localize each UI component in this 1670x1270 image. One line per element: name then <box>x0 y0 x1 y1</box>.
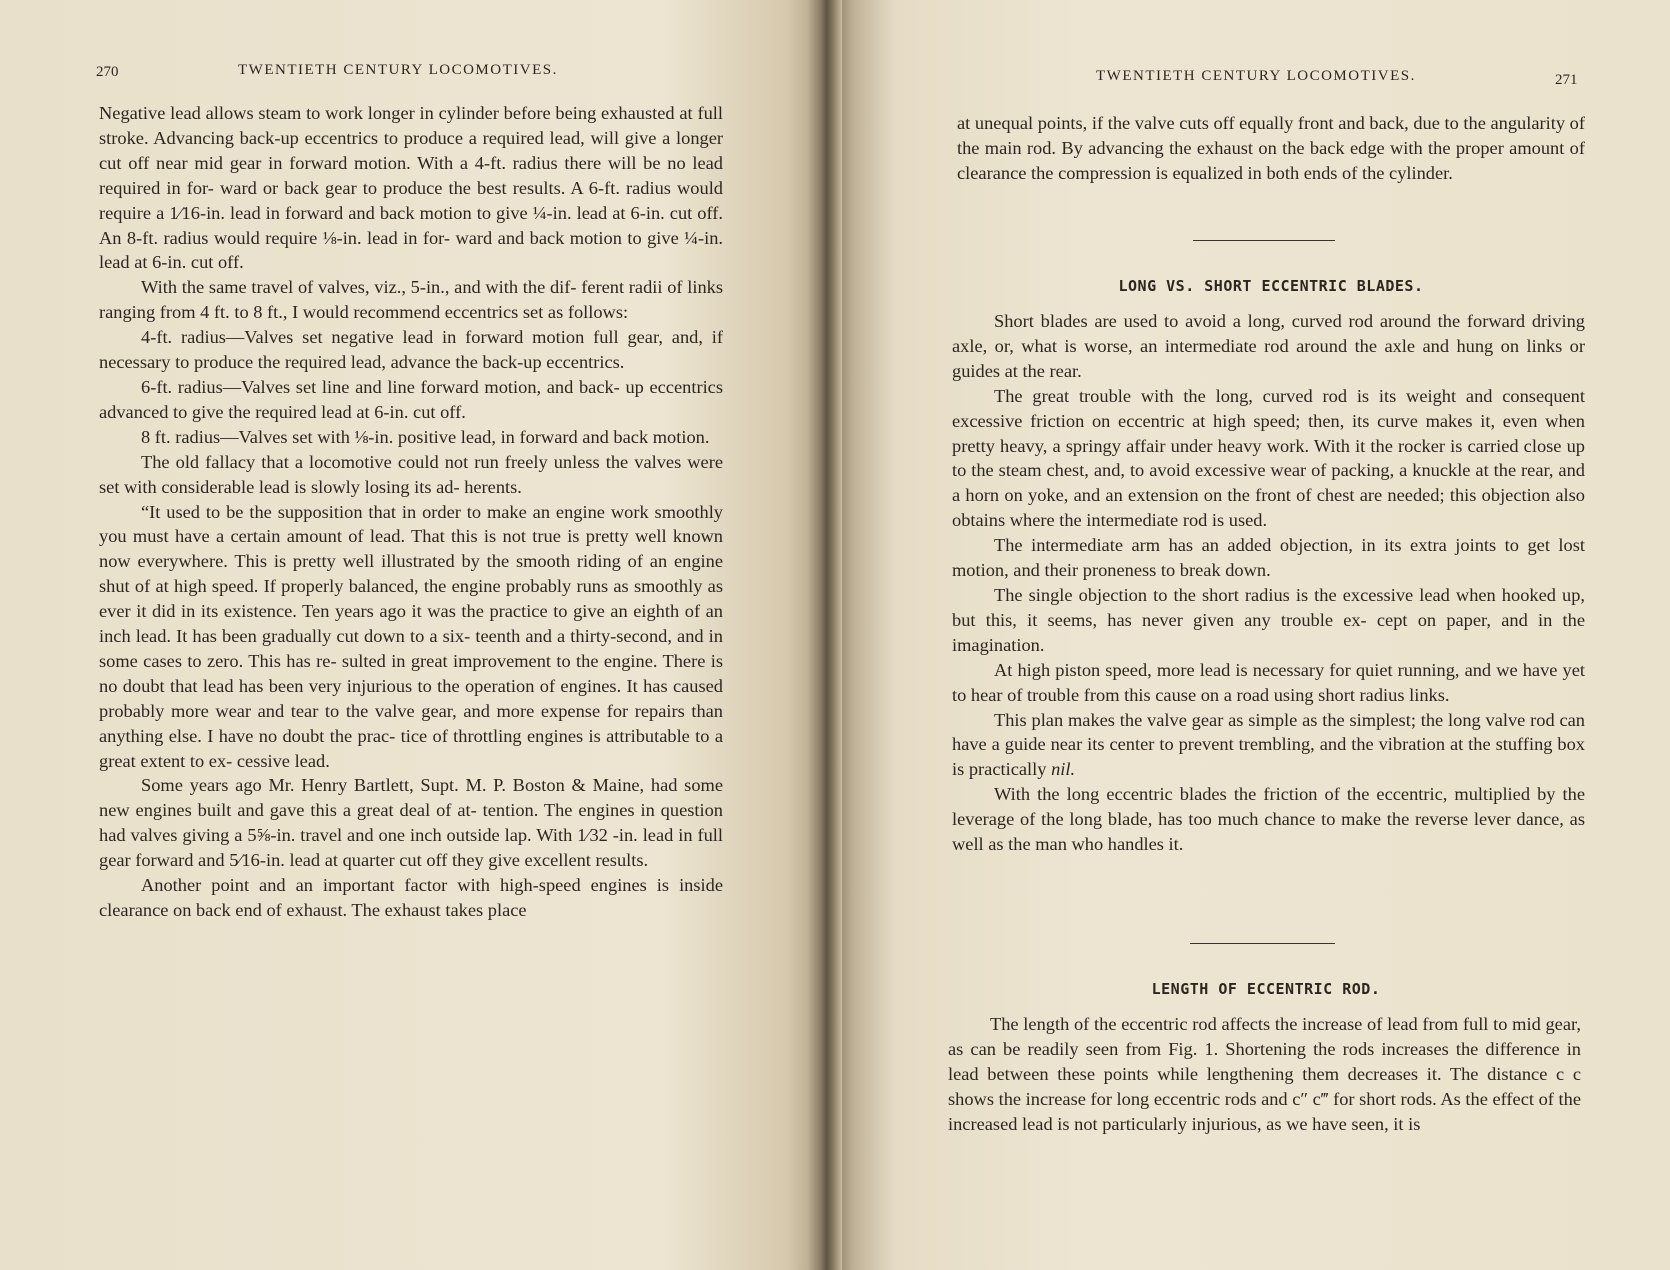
left-paragraph: 8 ft. radius—Valves set with ⅛-in. positive lead, in forward and back motion. <box>141 426 710 447</box>
right-section1-text <box>952 309 1585 857</box>
right-intro-text <box>957 111 1585 186</box>
right-paragraph: This plan makes the valve gear as simple as the simplest; the long valve rod can have a guide near its center to prevent trembling, and the vibration at the stuffing box is practically <box>952 709 1585 780</box>
left-paragraph: The old fallacy that a locomotive could not run freely unless the valves were set with considerable lead is slowly losing its ad- herents. <box>99 451 723 497</box>
right-page-number: 271 <box>1555 72 1578 88</box>
left-paragraph: With the same travel of valves, viz., 5-in., and with the dif- ferent radii of links ranging from 4 ft. to 8 ft., I would recommend eccentrics set as follows: <box>99 277 723 323</box>
right-running-header: TWENTIETH CENTURY LOCOMOTIVES. <box>1096 68 1416 84</box>
left-paragraph: “It used to be the supposition that in order to make an engine work smoothly you must have a certain amount of lead. That this is not true is pretty well known now everywhere. This is pretty well illustrated by the smooth riding of an engine shut of at high speed. If properly balanced, the engine probably runs as smoothly as ever it did in its existence. Ten years ago it was the practice to give an eighth of an inch lead. It has been gradually cut down to a six- teenth and a thirty-second, and in some cases to zero. This has re- sulted in great improvement to the engine. There is no doubt that lead has been very injurious to the operation of engines. It has caused probably more wear and tear to the valve gear, and more expense for repairs than anything else. I have no doubt the prac- tice of throttling engines is attributable to a great extent to ex- cessive lead. <box>99 501 723 771</box>
section-title-length-of-rod: LENGTH OF ECCENTRIC ROD. <box>1151 980 1381 998</box>
book-gutter <box>808 0 842 1270</box>
left-page <box>0 0 828 1270</box>
left-paragraph: Some years ago Mr. Henry Bartlett, Supt. M. P. Boston & Maine, had some new engines built and gave this a great deal of at- tention. The engines in question had valves giving a 5⅝-in. travel and one inch outside lap. With 1⁄32 -in. lead in full gear forward and 5⁄16-in. lead at quarter cut off they give excellent results. <box>99 775 723 871</box>
left-paragraph: Negative lead allows steam to work longer in cylinder before being exhausted at full stroke. Advancing back-up eccentrics to produce a required lead, will give a longer cut off near mid gear in forward motion. With a 4-ft. radius there will be no lead required in for- ward or back gear to produce the best results. A 6-ft. radius would require a 1⁄16-in. lead in forward and back motion to give ¼-in. lead at 6-in. cut off. An 8-ft. radius would require ⅛-in. lead in for- ward and back motion to give ¼-in. lead at 6-in. cut off. <box>99 103 723 273</box>
section-title-long-vs-short: LONG VS. SHORT ECCENTRIC BLADES. <box>1118 277 1424 295</box>
right-paragraph: The intermediate arm has an added objection, in its extra joints to get lost motion, and their proneness to break down. <box>952 535 1585 581</box>
left-paragraph: 4-ft. radius—Valves set negative lead in forward motion full gear, and, if necessary to produce the required lead, advance the back-up eccentrics. <box>99 327 723 373</box>
left-page-number: 270 <box>96 64 119 80</box>
right-paragraph: at unequal points, if the valve cuts off equally front and back, due to the angularity of the main rod. By advancing the exhaust on the back edge with the proper amount of clearance the compression is equalized in both ends of the cylinder. <box>957 113 1585 183</box>
right-paragraph: The length of the eccentric rod affects the increase of lead from full to mid gear, as can be readily seen from Fig. 1. Shortening the rods increases the difference in lead between these points while lengthening them decreases it. The distance c c shows the increase for long eccentric rods and c″ c‴ for short rods. As the effect of the increased lead is not particularly injurious, as we have seen, it is <box>948 1014 1581 1134</box>
section-divider <box>1193 240 1335 241</box>
left-paragraph: Another point and an important factor with high-speed engines is inside clearance on back end of exhaust. The exhaust takes place <box>99 875 723 920</box>
section-divider <box>1190 943 1335 944</box>
right-paragraph: The great trouble with the long, curved rod is its weight and consequent excessive friction on eccentric at high speed; then, its curve makes it, even when pretty heavy, a springy affair under heavy work. With it the rocker is carried close up to the steam chest, and, to avoid excessive wear of packing, a knuckle at the rear, and a horn on yoke, and an extension on the front of chest are needed; this objection also obtains where the intermediate rod is used. <box>952 385 1585 531</box>
left-body-text <box>99 101 723 923</box>
right-paragraph: Short blades are used to avoid a long, curved rod around the forward driving axle, or, what is worse, an intermediate rod around the axle and hung on links or guides at the rear. <box>952 311 1585 381</box>
left-paragraph: 6-ft. radius—Valves set line and line forward motion, and back- up eccentrics advanced to give the required lead at 6-in. cut off. <box>99 376 723 422</box>
left-running-header: TWENTIETH CENTURY LOCOMOTIVES. <box>238 62 558 78</box>
right-page <box>828 0 1670 1270</box>
right-paragraph: The single objection to the short radius is the excessive lead when hooked up, but this, it seems, has never given any trouble ex- cept on paper, and in the imagination. <box>952 584 1585 655</box>
right-paragraph: At high piston speed, more lead is necessary for quiet running, and we have yet to hear of trouble from this cause on a road using short radius links. <box>952 659 1585 705</box>
right-section2-text <box>948 1012 1581 1137</box>
right-paragraph: With the long eccentric blades the friction of the eccentric, multiplied by the leverage of the long blade, has too much chance to make the reverse lever dance, as well as the man who handles it. <box>952 784 1585 855</box>
italic-word: nil. <box>1051 759 1076 780</box>
